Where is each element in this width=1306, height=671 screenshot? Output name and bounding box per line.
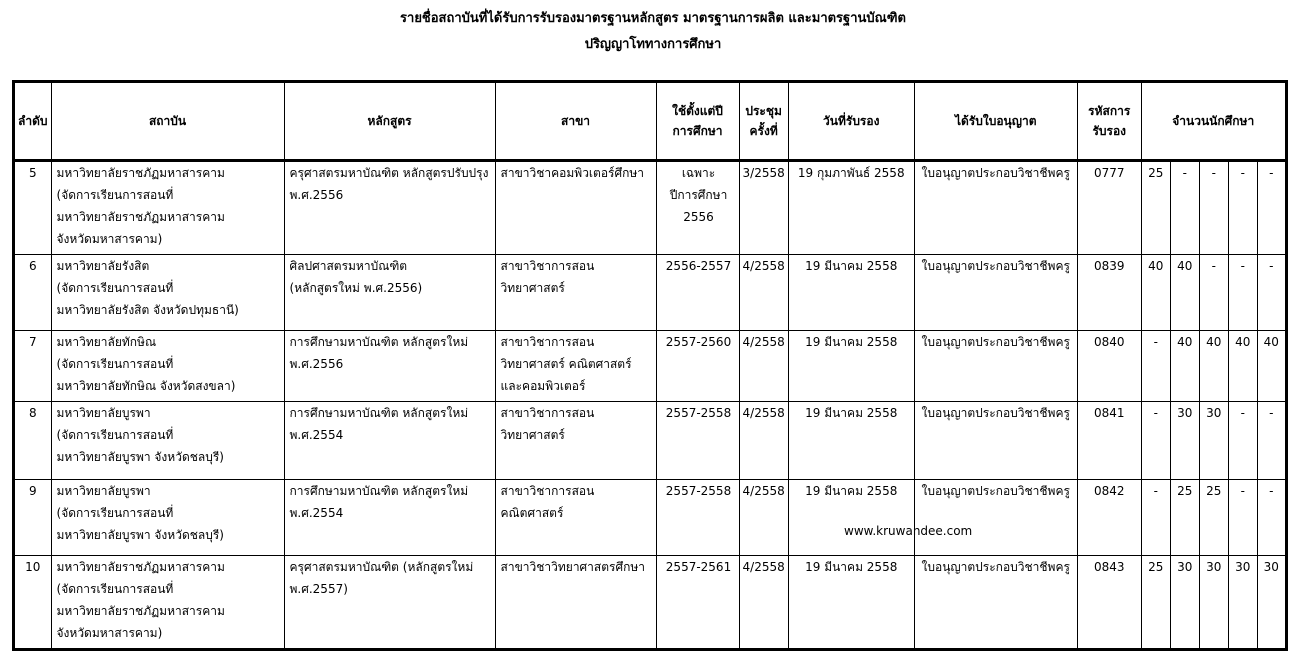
cell-student-count <box>1199 161 1228 255</box>
institution-line: (จัดการเรียนการสอนที่ <box>56 506 174 520</box>
student-count: 40 <box>1206 335 1222 349</box>
cell-date <box>788 556 914 650</box>
curriculum-line: พ.ศ.2556 <box>289 188 344 202</box>
cell-student-count <box>1141 331 1170 402</box>
cell-license <box>914 402 1077 480</box>
header-code <box>1077 82 1141 161</box>
cell-license <box>914 331 1077 402</box>
cell-student-count <box>1228 402 1257 480</box>
year-line: เฉพาะ <box>681 166 716 180</box>
cell-major <box>495 161 656 255</box>
cell-meeting <box>739 556 788 650</box>
cell-student-count <box>1170 480 1199 556</box>
cell-student-count <box>1228 255 1257 331</box>
institution-line: มหาวิทยาลัยทักษิณ จังหวัดสงขลา) <box>56 379 236 393</box>
student-count: - <box>1269 484 1274 498</box>
major-line: สาขาวิชาคอมพิวเตอร์ศึกษา <box>500 166 645 180</box>
cell-date <box>788 161 914 255</box>
header-code-line: รับรอง <box>1092 124 1127 138</box>
cell-major <box>495 480 656 556</box>
date-value: 19 มีนาคม 2558 <box>805 406 898 420</box>
student-count: - <box>1269 166 1274 180</box>
meeting-value: 4/2558 <box>742 484 785 498</box>
institution-line: มหาวิทยาลัยบูรพา จังหวัดชลบุรี) <box>56 450 224 464</box>
cell-meeting <box>739 402 788 480</box>
major-line: วิทยาศาสตร์ คณิตศาสตร์ <box>500 357 632 371</box>
institution-line: (จัดการเรียนการสอนที่ <box>56 357 174 371</box>
cell-license <box>914 255 1077 331</box>
year-line: 2556-2557 <box>665 259 732 273</box>
year-line: 2556 <box>683 210 714 224</box>
cell-no <box>14 480 52 556</box>
cell-year <box>656 161 739 255</box>
cell-student-count <box>1257 255 1286 331</box>
cell-year <box>656 331 739 402</box>
cell-curriculum <box>284 480 495 556</box>
cell-student-count <box>1257 556 1286 650</box>
cell-institution <box>51 331 284 402</box>
cell-major <box>495 402 656 480</box>
cell-no <box>14 402 52 480</box>
year-line: 2557-2561 <box>665 560 732 574</box>
date-value: 19 มีนาคม 2558 <box>805 335 898 349</box>
cell-license <box>914 480 1077 556</box>
table-body <box>14 161 1287 650</box>
student-count: 40 <box>1263 335 1279 349</box>
major-line: คณิตศาสตร์ <box>500 506 564 520</box>
cell-year <box>656 556 739 650</box>
major-line: สาขาวิชาการสอน <box>500 406 595 420</box>
cell-student-count <box>1257 161 1286 255</box>
cell-student-count <box>1199 255 1228 331</box>
cell-institution <box>51 556 284 650</box>
institution-line: มหาวิทยาลัยรังสิต จังหวัดปทุมธานี) <box>56 303 239 317</box>
major-line: สาขาวิชาการสอน <box>500 484 595 498</box>
license-value: ใบอนุญาตประกอบวิชาชีพครู <box>921 166 1070 180</box>
cell-meeting <box>739 161 788 255</box>
year-line: 2557-2558 <box>665 406 732 420</box>
cell-code <box>1077 255 1141 331</box>
major-line: สาขาวิชาวิทยาศาสตรศึกษา <box>500 560 646 574</box>
student-count: - <box>1240 166 1245 180</box>
major-line: สาขาวิชาการสอน <box>500 335 595 349</box>
institution-line: จังหวัดมหาสารคาม) <box>56 626 163 640</box>
date-value: 19 มีนาคม 2558 <box>805 259 898 273</box>
student-count: - <box>1153 335 1158 349</box>
student-count: - <box>1269 406 1274 420</box>
cell-date <box>788 480 914 556</box>
cell-student-count <box>1228 331 1257 402</box>
cell-student-count <box>1257 402 1286 480</box>
curriculum-line: พ.ศ.2557) <box>289 582 348 596</box>
cell-no <box>14 255 52 331</box>
cell-institution <box>51 480 284 556</box>
meeting-value: 4/2558 <box>742 560 785 574</box>
institution-line: มหาวิทยาลัยบูรพา <box>56 406 151 420</box>
cell-student-count <box>1170 556 1199 650</box>
row-number: 7 <box>28 335 37 349</box>
cell-curriculum <box>284 331 495 402</box>
curriculum-line: การศึกษามหาบัณฑิต หลักสูตรใหม่ <box>289 406 469 420</box>
major-line: วิทยาศาสตร์ <box>500 281 565 295</box>
institution-line: มหาวิทยาลัยราชภัฏมหาสารคาม <box>56 604 225 618</box>
row-number: 10 <box>25 560 41 574</box>
cell-meeting <box>739 331 788 402</box>
student-count: - <box>1240 406 1245 420</box>
license-value: ใบอนุญาตประกอบวิชาชีพครู <box>921 560 1070 574</box>
curriculum-line: พ.ศ.2554 <box>289 428 344 442</box>
student-count: 30 <box>1177 406 1193 420</box>
student-count: - <box>1240 484 1245 498</box>
cell-code <box>1077 402 1141 480</box>
institution-line: มหาวิทยาลัยทักษิณ <box>56 335 157 349</box>
cell-year <box>656 480 739 556</box>
cell-code <box>1077 556 1141 650</box>
header-meeting <box>739 82 788 161</box>
cell-code <box>1077 161 1141 255</box>
cell-student-count <box>1257 480 1286 556</box>
cell-student-count <box>1170 331 1199 402</box>
header-license: ได้รับใบอนุญาต <box>914 82 1077 161</box>
table-row <box>14 402 1287 480</box>
code-value: 0843 <box>1093 560 1125 574</box>
student-count: 30 <box>1177 560 1193 574</box>
student-count: 30 <box>1263 560 1279 574</box>
major-line: วิทยาศาสตร์ <box>500 428 565 442</box>
meeting-value: 4/2558 <box>742 335 785 349</box>
student-count: 40 <box>1177 259 1193 273</box>
table-row <box>14 556 1287 650</box>
year-line: 2557-2558 <box>665 484 732 498</box>
header-date: วันที่รับรอง <box>788 82 914 161</box>
cell-student-count <box>1199 402 1228 480</box>
document-title: รายชื่อสถาบันที่ได้รับการรับรองมาตรฐานหลักสูตร มาตรฐานการผลิต และมาตรฐานบัณฑิต <box>400 11 906 26</box>
header-year-line: ใช้ตั้งแต่ปี <box>672 104 723 118</box>
row-number: 9 <box>28 484 37 498</box>
cell-date <box>788 331 914 402</box>
header-no: ลำดับ <box>14 82 52 161</box>
header-meeting-line: ประชุม <box>745 104 782 118</box>
curriculum-line: พ.ศ.2556 <box>289 357 344 371</box>
date-value: 19 มีนาคม 2558 <box>805 484 898 498</box>
meeting-value: 4/2558 <box>742 406 785 420</box>
cell-meeting <box>739 480 788 556</box>
cell-major <box>495 255 656 331</box>
cell-date <box>788 402 914 480</box>
table-header-row <box>14 82 1287 161</box>
code-value: 0841 <box>1093 406 1125 420</box>
major-line: สาขาวิชาการสอน <box>500 259 595 273</box>
institution-line: จังหวัดมหาสารคาม) <box>56 232 163 246</box>
header-meeting-line: ครั้งที่ <box>749 124 778 138</box>
header-institution: สถาบัน <box>51 82 284 161</box>
cell-student-count <box>1170 161 1199 255</box>
curriculum-line: การศึกษามหาบัณฑิต หลักสูตรใหม่ <box>289 335 469 349</box>
cell-no <box>14 556 52 650</box>
cell-student-count <box>1199 480 1228 556</box>
cell-student-count <box>1228 556 1257 650</box>
institution-line: (จัดการเรียนการสอนที่ <box>56 188 174 202</box>
cell-curriculum <box>284 556 495 650</box>
cell-meeting <box>739 255 788 331</box>
cell-curriculum <box>284 161 495 255</box>
cell-no <box>14 161 52 255</box>
cell-date <box>788 255 914 331</box>
meeting-value: 3/2558 <box>742 166 785 180</box>
institution-line: มหาวิทยาลัยบูรพา จังหวัดชลบุรี) <box>56 528 224 542</box>
cell-student-count <box>1228 161 1257 255</box>
cell-student-count <box>1141 402 1170 480</box>
curriculum-line: ครุศาสตรมหาบัณฑิต หลักสูตรปรับปรุง <box>289 166 489 180</box>
cell-institution <box>51 402 284 480</box>
student-count: - <box>1182 166 1187 180</box>
institution-line: มหาวิทยาลัยรังสิต <box>56 259 150 273</box>
table-row <box>14 161 1287 255</box>
header-curriculum: หลักสูตร <box>284 82 495 161</box>
code-value: 0777 <box>1093 166 1125 180</box>
student-count: 25 <box>1206 484 1222 498</box>
cell-student-count <box>1199 331 1228 402</box>
accreditation-table <box>12 80 1288 651</box>
student-count: 25 <box>1148 560 1164 574</box>
header-year-line: การศึกษา <box>672 124 723 138</box>
cell-student-count <box>1141 480 1170 556</box>
student-count: 40 <box>1177 335 1193 349</box>
date-value: 19 มีนาคม 2558 <box>805 560 898 574</box>
code-value: 0840 <box>1093 335 1125 349</box>
header-students: จำนวนนักศึกษา <box>1141 82 1286 161</box>
date-value: 19 กุมภาพันธ์ 2558 <box>797 166 905 180</box>
institution-line: (จัดการเรียนการสอนที่ <box>56 281 174 295</box>
institution-line: มหาวิทยาลัยราชภัฏมหาสารคาม <box>56 560 225 574</box>
cell-curriculum <box>284 402 495 480</box>
cell-year <box>656 255 739 331</box>
license-value: ใบอนุญาตประกอบวิชาชีพครู <box>921 335 1070 349</box>
student-count: - <box>1153 484 1158 498</box>
header-major: สาขา <box>495 82 656 161</box>
row-number: 6 <box>28 259 37 273</box>
student-count: 30 <box>1235 560 1251 574</box>
cell-student-count <box>1170 255 1199 331</box>
curriculum-line: พ.ศ.2554 <box>289 506 344 520</box>
cell-student-count <box>1170 402 1199 480</box>
cell-student-count <box>1141 161 1170 255</box>
cell-curriculum <box>284 255 495 331</box>
curriculum-line: (หลักสูตรใหม่ พ.ศ.2556) <box>289 281 423 295</box>
student-count: - <box>1269 259 1274 273</box>
table-row <box>14 331 1287 402</box>
header-year <box>656 82 739 161</box>
cell-license <box>914 161 1077 255</box>
student-count: 25 <box>1148 166 1164 180</box>
student-count: - <box>1211 259 1216 273</box>
student-count: 30 <box>1206 406 1222 420</box>
student-count: 25 <box>1177 484 1193 498</box>
cell-institution <box>51 255 284 331</box>
cell-code <box>1077 480 1141 556</box>
student-count: - <box>1211 166 1216 180</box>
cell-institution <box>51 161 284 255</box>
cell-no <box>14 331 52 402</box>
year-line: 2557-2560 <box>665 335 732 349</box>
student-count: - <box>1153 406 1158 420</box>
cell-year <box>656 402 739 480</box>
student-count: 40 <box>1235 335 1251 349</box>
license-value: ใบอนุญาตประกอบวิชาชีพครู <box>921 406 1070 420</box>
watermark-url: www.kruwandee.com <box>844 524 973 538</box>
table-row <box>14 255 1287 331</box>
year-line: ปีการศึกษา <box>669 188 728 202</box>
institution-line: (จัดการเรียนการสอนที่ <box>56 428 174 442</box>
cell-student-count <box>1141 556 1170 650</box>
code-value: 0839 <box>1093 259 1125 273</box>
cell-major <box>495 331 656 402</box>
cell-student-count <box>1141 255 1170 331</box>
cell-code <box>1077 331 1141 402</box>
cell-student-count <box>1257 331 1286 402</box>
institution-line: (จัดการเรียนการสอนที่ <box>56 582 174 596</box>
row-number: 8 <box>28 406 37 420</box>
license-value: ใบอนุญาตประกอบวิชาชีพครู <box>921 484 1070 498</box>
institution-line: มหาวิทยาลัยราชภัฏมหาสารคาม <box>56 210 225 224</box>
major-line: และคอมพิวเตอร์ <box>500 379 586 393</box>
curriculum-line: การศึกษามหาบัณฑิต หลักสูตรใหม่ <box>289 484 469 498</box>
cell-major <box>495 556 656 650</box>
institution-line: มหาวิทยาลัยบูรพา <box>56 484 151 498</box>
cell-student-count <box>1199 556 1228 650</box>
curriculum-line: ศิลปศาสตรมหาบัณฑิต <box>289 259 408 273</box>
cell-license <box>914 556 1077 650</box>
student-count: 30 <box>1206 560 1222 574</box>
license-value: ใบอนุญาตประกอบวิชาชีพครู <box>921 259 1070 273</box>
cell-student-count <box>1228 480 1257 556</box>
code-value: 0842 <box>1093 484 1125 498</box>
table-row <box>14 480 1287 556</box>
student-count: - <box>1240 259 1245 273</box>
meeting-value: 4/2558 <box>742 259 785 273</box>
student-count: 40 <box>1148 259 1164 273</box>
row-number: 5 <box>28 166 37 180</box>
header-code-line: รหัสการ <box>1088 104 1131 118</box>
curriculum-line: ครุศาสตรมหาบัณฑิต (หลักสูตรใหม่ <box>289 560 474 574</box>
document-subtitle: ปริญญาโททางการศึกษา <box>584 37 722 52</box>
institution-line: มหาวิทยาลัยราชภัฏมหาสารคาม <box>56 166 225 180</box>
